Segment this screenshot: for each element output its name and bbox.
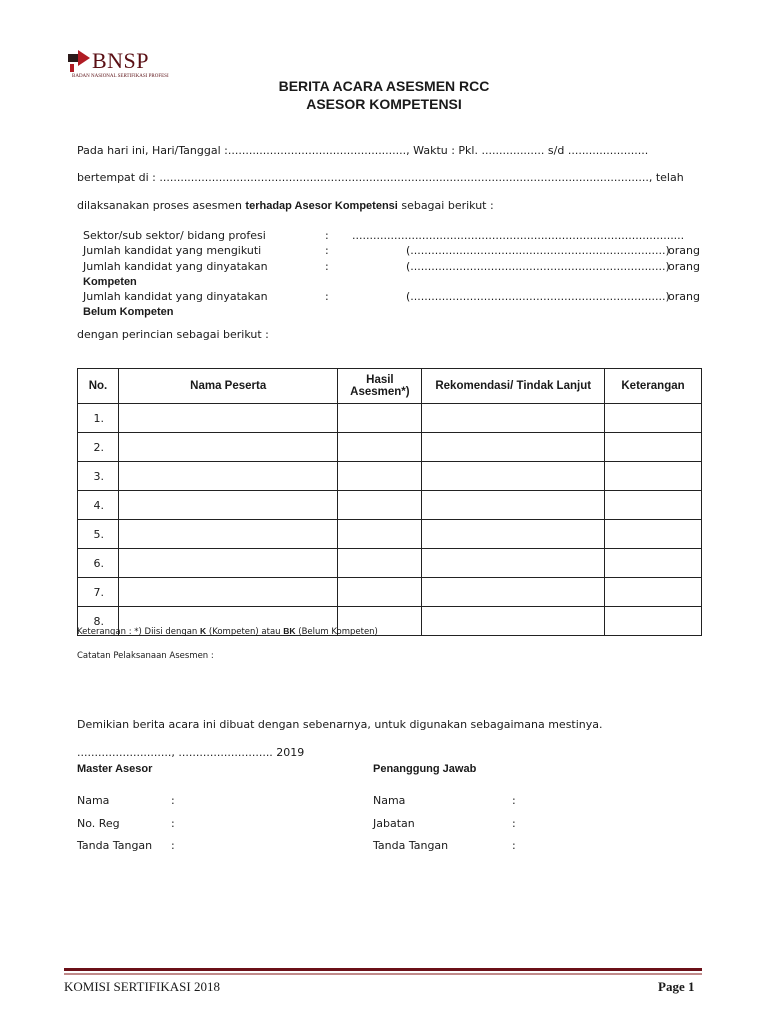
cell-hasil[interactable] — [338, 549, 422, 578]
row-number: 6. — [78, 549, 119, 578]
table-row — [78, 404, 702, 433]
right-field-nama: Nama — [373, 794, 406, 807]
row-number: 5. — [78, 520, 119, 549]
cell-rekomendasi[interactable] — [422, 462, 605, 491]
cell-keterangan[interactable] — [605, 549, 702, 578]
right-colon: : — [512, 839, 516, 852]
cell-nama[interactable] — [118, 491, 337, 520]
left-field-noreg: No. Reg — [77, 817, 120, 830]
closing-statement: Demikian berita acara ini dibuat dengan sebenarnya, untuk digunakan sebagaimana mestinya. — [77, 718, 603, 731]
right-field-tanda-tangan: Tanda Tangan — [373, 839, 449, 852]
left-colon: : — [171, 794, 175, 807]
note-bk: BK — [283, 626, 296, 636]
header-no: No. — [78, 369, 119, 404]
note-text-a: Keterangan : *) Diisi dengan — [77, 627, 201, 637]
field-jumlah-kompeten-value: (.........................................................................) — [406, 260, 670, 273]
field-jumlah-kompeten-colon: : — [325, 260, 329, 273]
field-jumlah-kompeten-unit: orang — [668, 260, 700, 273]
table-row — [78, 520, 702, 549]
field-jumlah-mengikuti-label: Jumlah kandidat yang mengikuti — [83, 244, 262, 257]
table-row — [78, 578, 702, 607]
cell-hasil[interactable] — [338, 520, 422, 549]
cell-hasil[interactable] — [338, 462, 422, 491]
cell-hasil[interactable] — [338, 433, 422, 462]
field-jumlah-belum-value: (.........................................................................) — [406, 290, 670, 303]
note-text-b: (Kompeten) atau — [206, 627, 284, 637]
right-field-jabatan: Jabatan — [373, 817, 415, 830]
field-jumlah-belum-label: Jumlah kandidat yang dinyatakan — [83, 290, 268, 303]
cell-nama[interactable] — [118, 578, 337, 607]
row-number: 3. — [78, 462, 119, 491]
intro-line-place: bertempat di : ............................................................................................................................................, telah — [77, 171, 684, 184]
note-text-c: (Belum Kompeten) — [295, 627, 378, 637]
intro-line-date: Pada hari ini, Hari/Tanggal :..................................................., Waktu : Pkl. .................. s/d ....................... — [77, 144, 649, 157]
cell-nama[interactable] — [118, 520, 337, 549]
cell-nama[interactable] — [118, 433, 337, 462]
row-number: 1. — [78, 404, 119, 433]
cell-rekomendasi[interactable] — [422, 404, 605, 433]
header-nama-peserta: Nama Peserta — [118, 369, 337, 404]
cell-rekomendasi[interactable] — [422, 433, 605, 462]
cell-keterangan[interactable] — [605, 433, 702, 462]
field-sektor-colon: : — [325, 229, 329, 242]
left-field-nama: Nama — [77, 794, 110, 807]
cell-nama[interactable] — [118, 404, 337, 433]
footer-page-number: Page 1 — [658, 979, 695, 994]
left-colon: : — [171, 817, 175, 830]
cell-keterangan[interactable] — [605, 578, 702, 607]
footer-rule-light — [64, 973, 702, 975]
cell-keterangan[interactable] — [605, 607, 702, 636]
right-colon: : — [512, 794, 516, 807]
intro-text-bold: terhadap Asesor Kompetensi — [245, 200, 398, 212]
cell-keterangan[interactable] — [605, 491, 702, 520]
field-jumlah-mengikuti-unit: orang — [668, 244, 700, 257]
cell-keterangan[interactable] — [605, 404, 702, 433]
cell-keterangan[interactable] — [605, 462, 702, 491]
cell-nama[interactable] — [118, 549, 337, 578]
field-jumlah-mengikuti-value: (.........................................................................) — [406, 244, 670, 257]
field-sektor-value: ............................................................................................... — [352, 229, 685, 242]
field-jumlah-belum-unit: orang — [668, 290, 700, 303]
cell-rekomendasi[interactable] — [422, 549, 605, 578]
header-rekomendasi: Rekomendasi/ Tindak Lanjut — [422, 369, 605, 404]
header-hasil-asesmen: Hasil Asesmen*) — [338, 369, 422, 404]
date-line: ..........................., ........................... 2019 — [77, 746, 305, 759]
row-number: 7. — [78, 578, 119, 607]
belum-kompeten-label: Belum Kompeten — [83, 306, 174, 318]
table-row — [78, 549, 702, 578]
row-number: 4. — [78, 491, 119, 520]
bnsp-emblem-icon — [66, 44, 92, 74]
table-row — [78, 491, 702, 520]
table-row — [78, 462, 702, 491]
header-keterangan: Keterangan — [605, 369, 702, 404]
field-jumlah-kompeten-label: Jumlah kandidat yang dinyatakan — [83, 260, 268, 273]
cell-hasil[interactable] — [338, 404, 422, 433]
cell-rekomendasi[interactable] — [422, 578, 605, 607]
cell-nama[interactable] — [118, 462, 337, 491]
cell-hasil[interactable] — [338, 578, 422, 607]
field-sektor-label: Sektor/sub sektor/ bidang profesi — [83, 229, 266, 242]
perincian-text: dengan perincian sebagai berikut : — [77, 328, 269, 341]
catatan-label: Catatan Pelaksanaan Asesmen : — [77, 651, 214, 661]
left-field-tanda-tangan: Tanda Tangan — [77, 839, 153, 852]
logo-brand-text: BNSP — [92, 48, 150, 73]
intro-text-a: dilaksanakan proses asesmen — [77, 199, 246, 212]
cell-rekomendasi[interactable] — [422, 520, 605, 549]
field-jumlah-belum-colon: : — [325, 290, 329, 303]
right-colon: : — [512, 817, 516, 830]
document-subtitle: ASESOR KOMPETENSI — [306, 96, 462, 112]
table-note — [77, 626, 378, 637]
participants-table — [77, 368, 702, 636]
note-k: K — [200, 626, 207, 636]
intro-text-c: sebagai berikut : — [397, 199, 494, 212]
table-header-row — [78, 369, 702, 404]
penanggung-jawab-title: Penanggung Jawab — [373, 763, 477, 775]
kompeten-label: Kompeten — [83, 276, 137, 288]
table-row — [78, 433, 702, 462]
logo-subtitle: BADAN NASIONAL SERTIFIKASI PROFESI — [72, 74, 169, 79]
field-jumlah-mengikuti-colon: : — [325, 244, 329, 257]
footer-rule-dark — [64, 968, 702, 971]
row-number: 2. — [78, 433, 119, 462]
cell-rekomendasi[interactable] — [422, 491, 605, 520]
document-title: BERITA ACARA ASESMEN RCC — [278, 78, 490, 94]
row-number: 8. — [78, 607, 119, 636]
intro-line-process — [77, 199, 494, 212]
footer-left-text: KOMISI SERTIFIKASI 2018 — [64, 979, 220, 994]
left-colon: : — [171, 839, 175, 852]
master-asesor-title: Master Asesor — [77, 763, 153, 775]
cell-keterangan[interactable] — [605, 520, 702, 549]
cell-hasil[interactable] — [338, 491, 422, 520]
cell-rekomendasi[interactable] — [422, 607, 605, 636]
